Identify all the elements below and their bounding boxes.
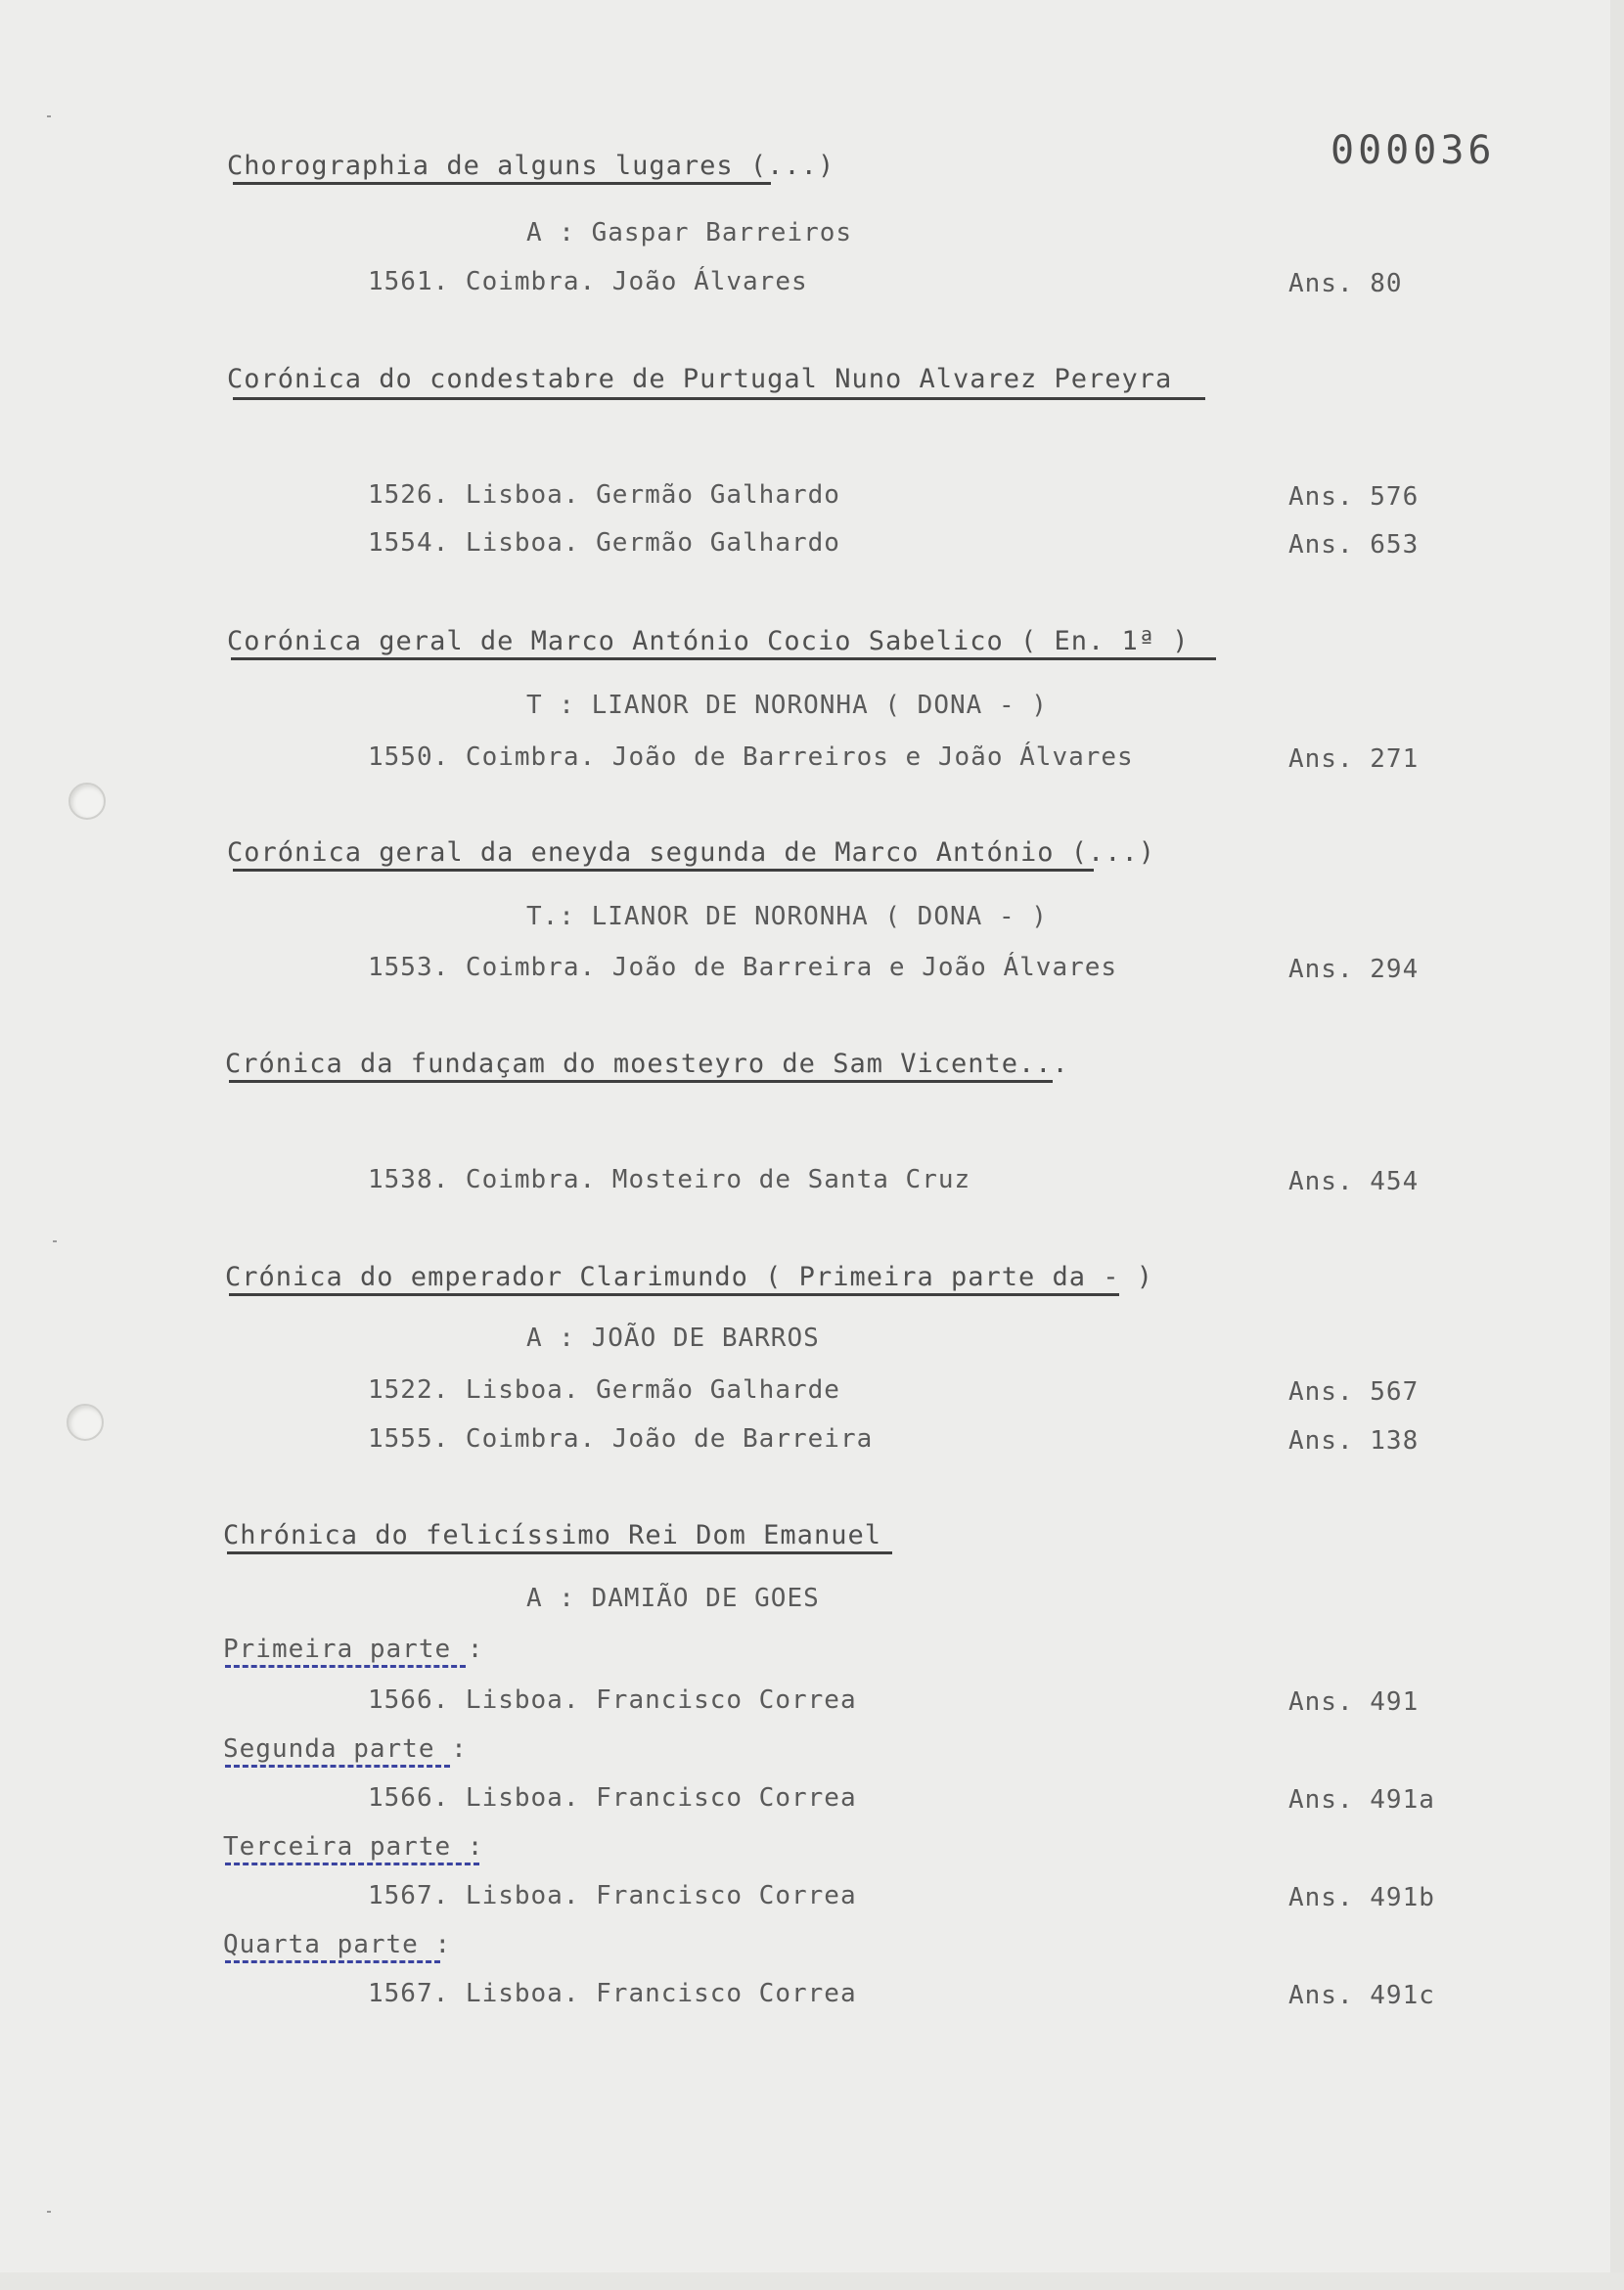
punch-hole-bottom	[67, 1404, 104, 1441]
entry-title: Crónica da fundaçam do moesteyro de Sam Vicente...	[225, 1049, 1069, 1079]
page-edge-bottom	[0, 2272, 1624, 2290]
title-underline	[229, 1080, 1053, 1083]
edition-imprint: 1554. Lisboa. Germão Galhardo	[368, 528, 840, 558]
part-label: Primeira parte :	[223, 1635, 484, 1664]
paper-speck	[53, 1240, 57, 1242]
part-imprint: 1567. Lisboa. Francisco Correa	[368, 1979, 857, 2008]
part-imprint: 1566. Lisboa. Francisco Correa	[368, 1685, 857, 1715]
edition-imprint: 1522. Lisboa. Germão Galharde	[368, 1375, 840, 1405]
part-label: Terceira parte :	[223, 1832, 484, 1862]
entry-title: Chorographia de alguns lugares (...)	[227, 151, 835, 181]
part-label-underline	[225, 1863, 479, 1865]
edition-ans: Ans. 294	[1288, 955, 1420, 984]
edition-imprint: 1555. Coimbra. João de Barreira	[368, 1424, 874, 1454]
entry-title: Chrónica do felicíssimo Rei Dom Emanuel	[223, 1520, 881, 1550]
part-imprint: 1567. Lisboa. Francisco Correa	[368, 1881, 857, 1910]
edition-imprint: 1538. Coimbra. Mosteiro de Santa Cruz	[368, 1165, 971, 1194]
part-ans: Ans. 491c	[1288, 1981, 1435, 2010]
edition-ans: Ans. 576	[1288, 482, 1420, 512]
title-underline	[233, 182, 771, 185]
title-underline	[233, 869, 1094, 872]
title-underline	[229, 1293, 1119, 1296]
part-label-underline	[225, 1960, 440, 1963]
part-ans: Ans. 491b	[1288, 1883, 1435, 1912]
part-label: Quarta parte :	[223, 1930, 452, 1959]
entry-title: Corónica geral da eneyda segunda de Marco António (...)	[227, 837, 1156, 868]
title-underline	[231, 657, 1216, 660]
entry-title: Corónica do condestabre de Purtugal Nuno Alvarez Pereyra	[227, 364, 1173, 394]
edition-imprint: 1553. Coimbra. João de Barreira e João Álvares	[368, 953, 1118, 982]
paper-speck	[47, 2211, 51, 2213]
edition-ans: Ans. 80	[1288, 269, 1403, 298]
entry-author: A : DAMIÃO DE GOES	[526, 1584, 820, 1613]
edition-ans: Ans. 138	[1288, 1426, 1420, 1456]
page-edge-right	[1610, 0, 1624, 2290]
part-label: Segunda parte :	[223, 1734, 468, 1764]
edition-imprint: 1526. Lisboa. Germão Galhardo	[368, 480, 840, 510]
entry-author: T : LIANOR DE NORONHA ( DONA - )	[526, 691, 1048, 720]
edition-imprint: 1561. Coimbra. João Álvares	[368, 267, 808, 296]
part-label-underline	[225, 1765, 450, 1768]
edition-ans: Ans. 567	[1288, 1377, 1420, 1407]
entry-author: T.: LIANOR DE NORONHA ( DONA - )	[526, 902, 1048, 931]
paper-speck	[47, 115, 51, 117]
edition-ans: Ans. 271	[1288, 744, 1420, 774]
part-label-underline	[225, 1665, 466, 1668]
edition-ans: Ans. 653	[1288, 530, 1420, 560]
page-number: 000036	[1331, 128, 1496, 173]
entry-author: A : JOÃO DE BARROS	[526, 1324, 820, 1353]
part-ans: Ans. 491	[1288, 1687, 1420, 1717]
part-ans: Ans. 491a	[1288, 1785, 1435, 1815]
edition-imprint: 1550. Coimbra. João de Barreiros e João Álvares	[368, 742, 1134, 772]
title-underline	[227, 1551, 892, 1554]
entry-title: Corónica geral de Marco António Cocio Sabelico ( En. 1ª )	[227, 626, 1190, 656]
punch-hole-top	[68, 783, 106, 820]
title-underline	[233, 397, 1205, 400]
entry-author: A : Gaspar Barreiros	[526, 218, 853, 247]
entry-title: Crónica do emperador Clarimundo ( Primeira parte da - )	[225, 1262, 1154, 1292]
edition-ans: Ans. 454	[1288, 1167, 1420, 1196]
part-imprint: 1566. Lisboa. Francisco Correa	[368, 1783, 857, 1813]
